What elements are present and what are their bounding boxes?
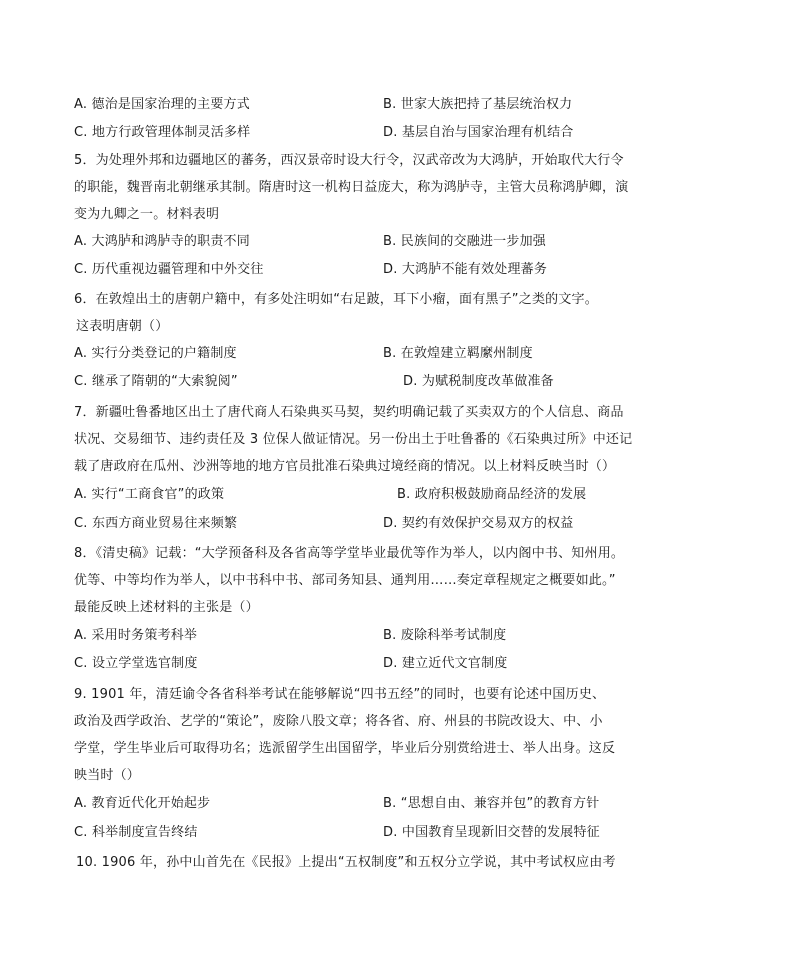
q8-option-b: B. 废除科举考试制度 <box>383 628 507 643</box>
q9-option-b: B. “思想自由、兼容并包”的教育方针 <box>383 796 600 811</box>
q5-option-c: C. 历代重视边疆管理和中外交往 <box>74 262 264 277</box>
q4-option-a: A. 德治是国家治理的主要方式 <box>74 97 250 112</box>
q5-stem-line1: 5．为处理外邦和边疆地区的蕃务，西汉景帝时设大行令，汉武帝改为大鸿胪，开始取代大行令 <box>74 153 624 168</box>
q8-stem-line1: 8．《清史稿》记载：“大学预备科及各省高等学堂毕业最优等作为举人，以内阁中书、知州用。 <box>74 546 625 561</box>
q9-option-a: A. 教育近代化开始起步 <box>74 796 211 811</box>
q6-option-a: A. 实行分类登记的户籍制度 <box>74 346 237 361</box>
q8-option-a: A. 采用时务策考科举 <box>74 628 198 643</box>
q6-option-b: B. 在敦煌建立羁縻州制度 <box>383 346 533 361</box>
q5-option-d: D. 大鸿胪不能有效处理蕃务 <box>383 262 548 277</box>
q7-stem-line3: 载了唐政府在瓜州、沙洲等地的地方官员批准石染典过境经商的情况。以上材料反映当时（） <box>74 459 616 474</box>
q8-stem-line3: 最能反映上述材料的主张是（） <box>74 600 259 615</box>
q7-stem-line2: 状况、交易细节、违约责任及 3 位保人做证情况。另一份出土于吐鲁番的《石染典过所》中还记 <box>74 432 633 447</box>
q9-option-d: D. 中国教育呈现新旧交替的发展特征 <box>383 825 600 840</box>
q4-option-d: D. 基层自治与国家治理有机结合 <box>383 125 574 140</box>
q10-stem-line1: 10. 1906 年，孙中山首先在《民报》上提出“五权制度”和五权分立学说，其中考试权应由考 <box>76 855 616 870</box>
q6-stem-line2: 这表明唐朝（） <box>76 319 169 334</box>
q5-stem-line3: 变为九卿之一。材料表明 <box>74 207 220 222</box>
q5-option-b: B. 民族间的交融进一步加强 <box>383 234 546 249</box>
q7-stem-line1: 7．新疆吐鲁番地区出土了唐代商人石染典买马契，契约明确记载了买卖双方的个人信息、商品 <box>74 405 624 420</box>
q7-option-d: D. 契约有效保护交易双方的权益 <box>383 516 574 531</box>
q5-option-a: A. 大鸿胪和鸿胪寺的职责不同 <box>74 234 250 249</box>
q6-stem-line1: 6．在敦煌出土的唐朝户籍中，有多处注明如“右足跛，耳下小瘤，面有黑子”之类的文字。 <box>74 292 598 307</box>
q7-option-b: B. 政府积极鼓励商品经济的发展 <box>397 487 587 502</box>
q6-option-d: D. 为赋税制度改革做准备 <box>403 374 554 389</box>
q8-stem-line2: 优等、中等均作为举人，以中书科中书、部司务知县、通判用……奏定章程规定之概要如此。” <box>74 573 616 588</box>
q9-stem-line3: 学堂，学生毕业后可取得功名；选派留学生出国留学，毕业后分别赏给进士、举人出身。这反 <box>74 741 616 756</box>
q9-option-c: C. 科举制度宣告终结 <box>74 825 198 840</box>
q6-option-c: C. 继承了隋朝的“大索貌阅” <box>74 374 238 389</box>
q9-stem-line1: 9. 1901 年，清廷谕令各省科举考试在能够解说“四书五经”的同时，也要有论述中国历史、 <box>74 687 606 702</box>
q5-stem-line2: 的职能，魏晋南北朝继承其制。隋唐时这一机构日益庞大，称为鸿胪寺，主管大员称鸿胪卿，演 <box>74 180 629 195</box>
q8-option-c: C. 设立学堂选官制度 <box>74 656 198 671</box>
q8-option-d: D. 建立近代文官制度 <box>383 656 508 671</box>
q9-stem-line4: 映当时（） <box>74 768 141 783</box>
q7-option-a: A. 实行“工商食官”的政策 <box>74 487 225 502</box>
q4-option-c: C. 地方行政管理体制灵活多样 <box>74 125 251 140</box>
q9-stem-line2: 政治及西学政治、艺学的“策论”，废除八股文章；将各省、府、州县的书院改设大、中、小 <box>74 714 603 729</box>
q7-option-c: C. 东西方商业贸易往来频繁 <box>74 516 238 531</box>
q4-option-b: B. 世家大族把持了基层统治权力 <box>383 97 573 112</box>
